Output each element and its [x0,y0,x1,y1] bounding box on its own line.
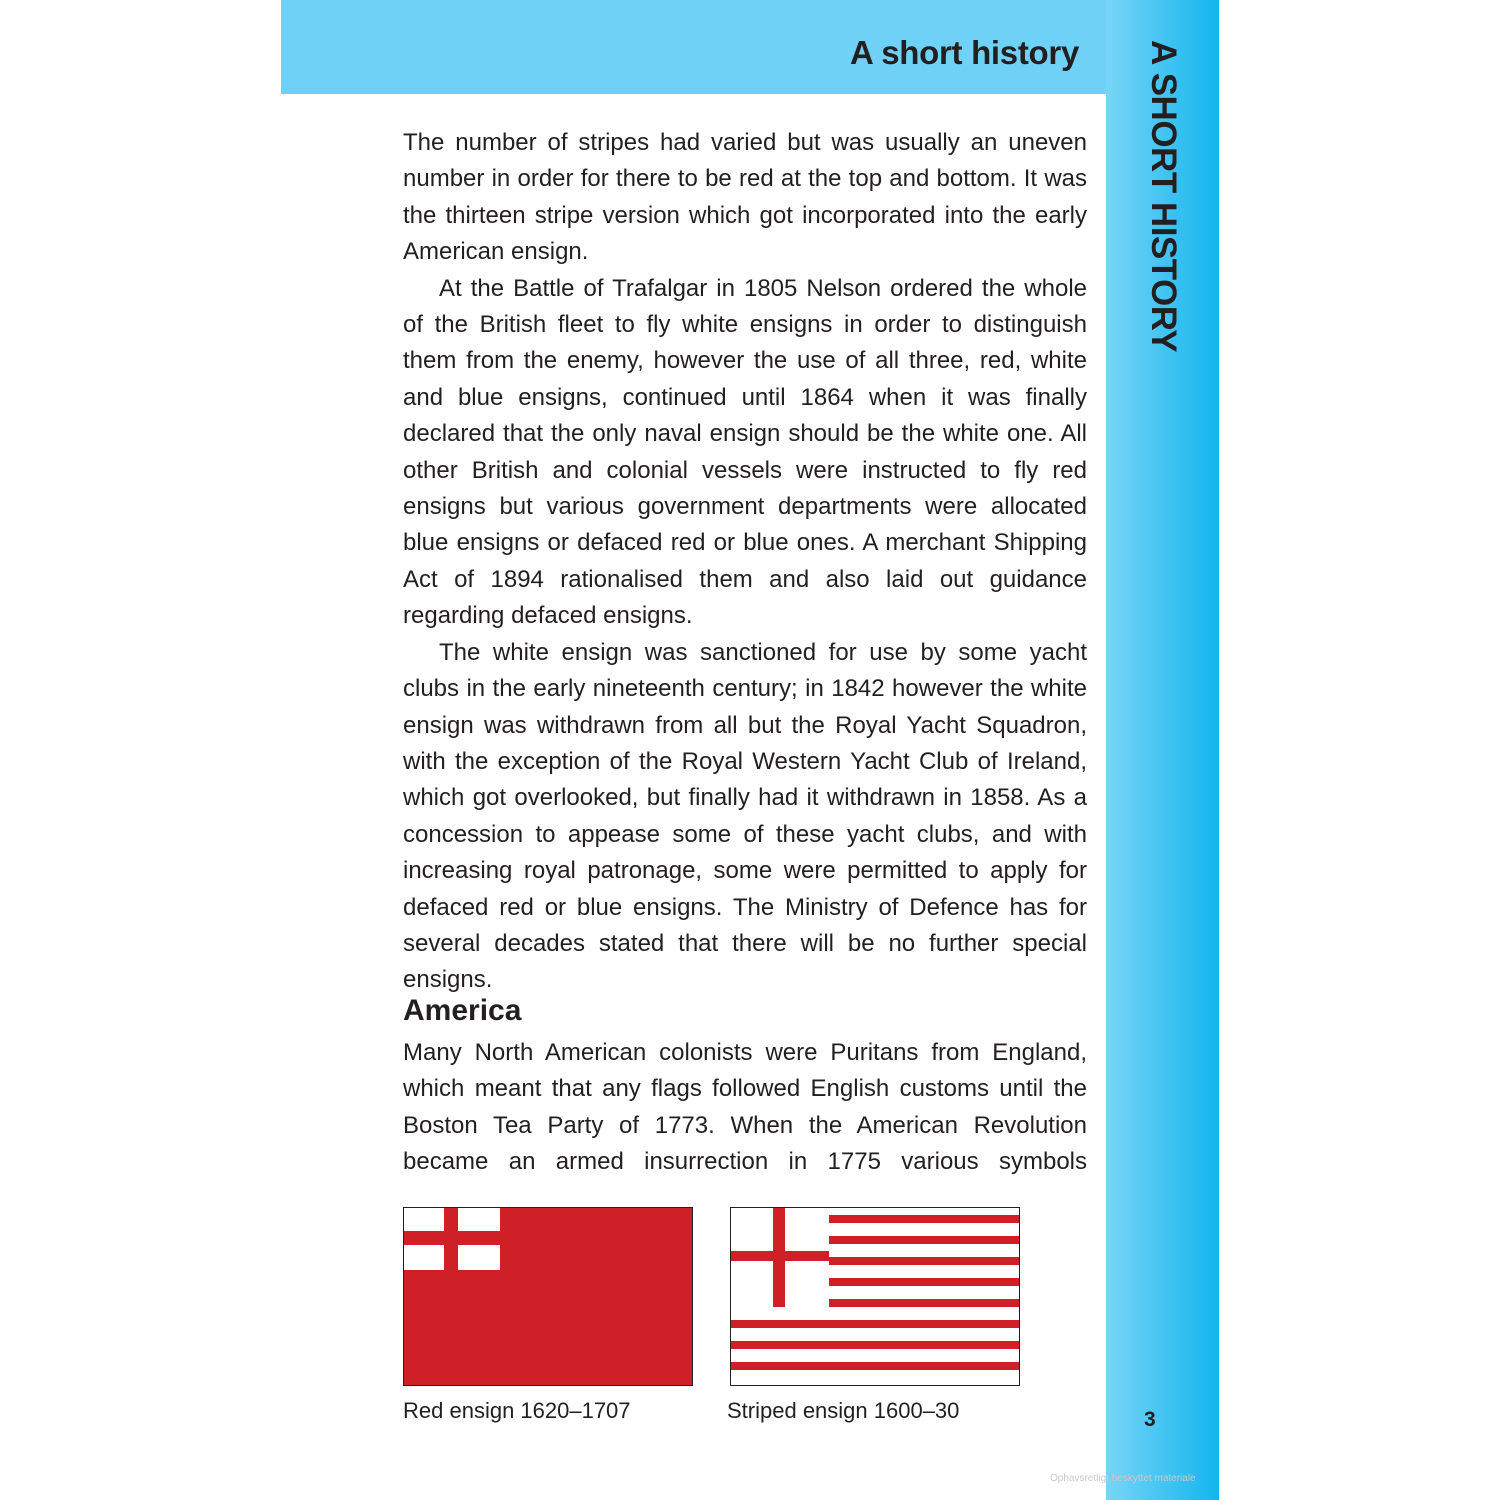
section-heading-america: America [403,994,522,1027]
striped-ensign-flag-icon [730,1207,1020,1386]
america-paragraph: Many North American colonists were Puritans from England, which meant that any flags followed English customs until the Boston Tea Party of 1773. When the American Revolution became an armed insurrection in 1775 various symbols [403,1039,1087,1176]
paragraph-1: The number of stripes had varied but was usually an uneven number in order for there to be red at the top and bottom. It was the thirteen stripe version which got incorporated into the early American ensign. [403,129,1087,266]
section-text-america [403,1035,1087,1181]
striped-ensign-svg [730,1207,1020,1386]
section-side-label: A SHORT HISTORY [1144,40,1183,353]
caption-striped-ensign: Striped ensign 1600–30 [727,1398,960,1423]
caption-red-ensign: Red ensign 1620–1707 [403,1398,631,1423]
paragraph-3: The white ensign was sanctioned for use by some yacht clubs in the early nineteenth century; in 1842 however the white ensign was withdrawn from all but the Royal Yacht Squadron, with the exception of the Royal Western Yacht Club of Ireland, which got overlooked, but finally had it withdrawn in 1858. As a concession to appease some of these yacht clubs, and with increasing royal patronage, some were permitted to apply for defaced red or blue ensigns. The Ministry of Defence has for several decades stated that there will be no further special ensigns. [403,638,1087,994]
stripe-8 [731,1362,1019,1370]
body-text [403,125,1087,999]
page-number: 3 [1144,1408,1156,1431]
cross-horizontal [404,1231,500,1245]
stripe-6 [731,1320,1019,1328]
copyright-watermark: Ophavsretligt beskyttet materiale [1050,1473,1196,1484]
stripe-7 [731,1341,1019,1349]
paragraph-2: At the Battle of Trafalgar in 1805 Nelson ordered the whole of the British fleet to fly white ensigns in order to distinguish them from the enemy, however the use of all three, red, white and blue ensigns, continued until 1864 when it was finally declared that the only naval ensign should be the white one. All other British and colonial vessels were instructed to fly red ensigns but various government departments were allocated blue ensigns or defaced red or blue ones. A merchant Shipping Act of 1894 rationalised them and also laid out guidance regarding defaced ensigns. [403,274,1087,630]
red-ensign-svg [403,1207,693,1386]
header-band [281,0,1107,94]
cross-horizontal [731,1251,829,1261]
page-title: A short history [850,34,1079,71]
red-ensign-flag-icon [403,1207,693,1386]
